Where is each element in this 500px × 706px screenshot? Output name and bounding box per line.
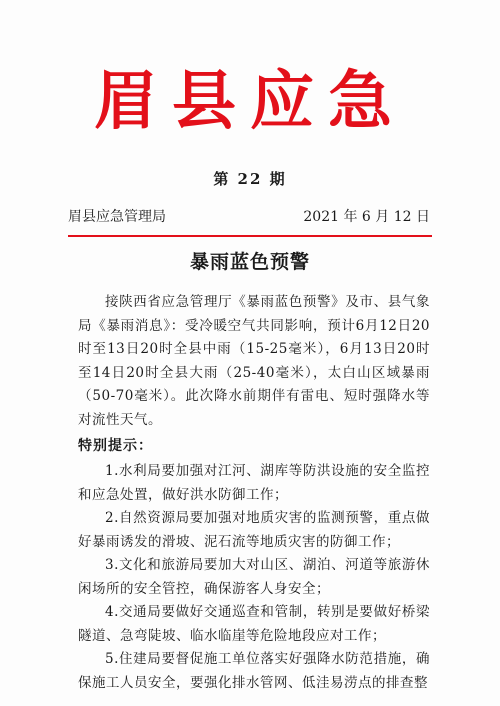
masthead-title: 眉县应急 <box>94 64 406 139</box>
tips-heading: 特别提示： <box>78 438 153 454</box>
red-divider <box>68 235 432 237</box>
tip-item: 1.水利局要加强对江河、湖库等防洪设施的安全监控和应急处置，做好洪水防御工作； <box>78 463 430 503</box>
tips-list <box>78 460 430 695</box>
tip-item: 2.自然资源局要加强对地质灾害的监测预警，重点做好暴雨诱发的滑坡、泥石流等地质灾害的防御工作； <box>78 510 430 550</box>
issue-date: 2021 年 6 月 12 日 <box>303 209 430 225</box>
document-title: 暴雨蓝色预警 <box>189 251 310 273</box>
issue-number: 第 22 期 <box>213 170 287 188</box>
tip-item: 5.住建局要督促施工单位落实好强降水防范措施，确保施工人员安全，要强化排水管网、低洼易涝点的排查整 <box>78 651 430 691</box>
meta-row <box>68 206 430 226</box>
intro-paragraph: 接陕西省应急管理厅《暴雨蓝色预警》及市、县气象局《暴雨消息》：受冷暖空气共同影响，预计6月12日20时至13日20时全县中雨（15-25毫米），6月13日20时至14日20时全县大雨（25-40毫米），太白山区域暴雨（50-70毫米）。此次降水前期伴有雷电、短时强降水等对流性天气。 <box>78 294 430 428</box>
issuer-name: 眉县应急管理局 <box>68 209 166 225</box>
tip-item: 4.交通局要做好交通巡查和管制，转别是要做好桥梁隧道、急弯陡坡、临水临崖等危险地段应对工作； <box>78 604 430 644</box>
tip-item: 3.文化和旅游局要加大对山区、湖泊、河道等旅游休闲场所的安全管控，确保游客人身安全； <box>78 557 430 597</box>
